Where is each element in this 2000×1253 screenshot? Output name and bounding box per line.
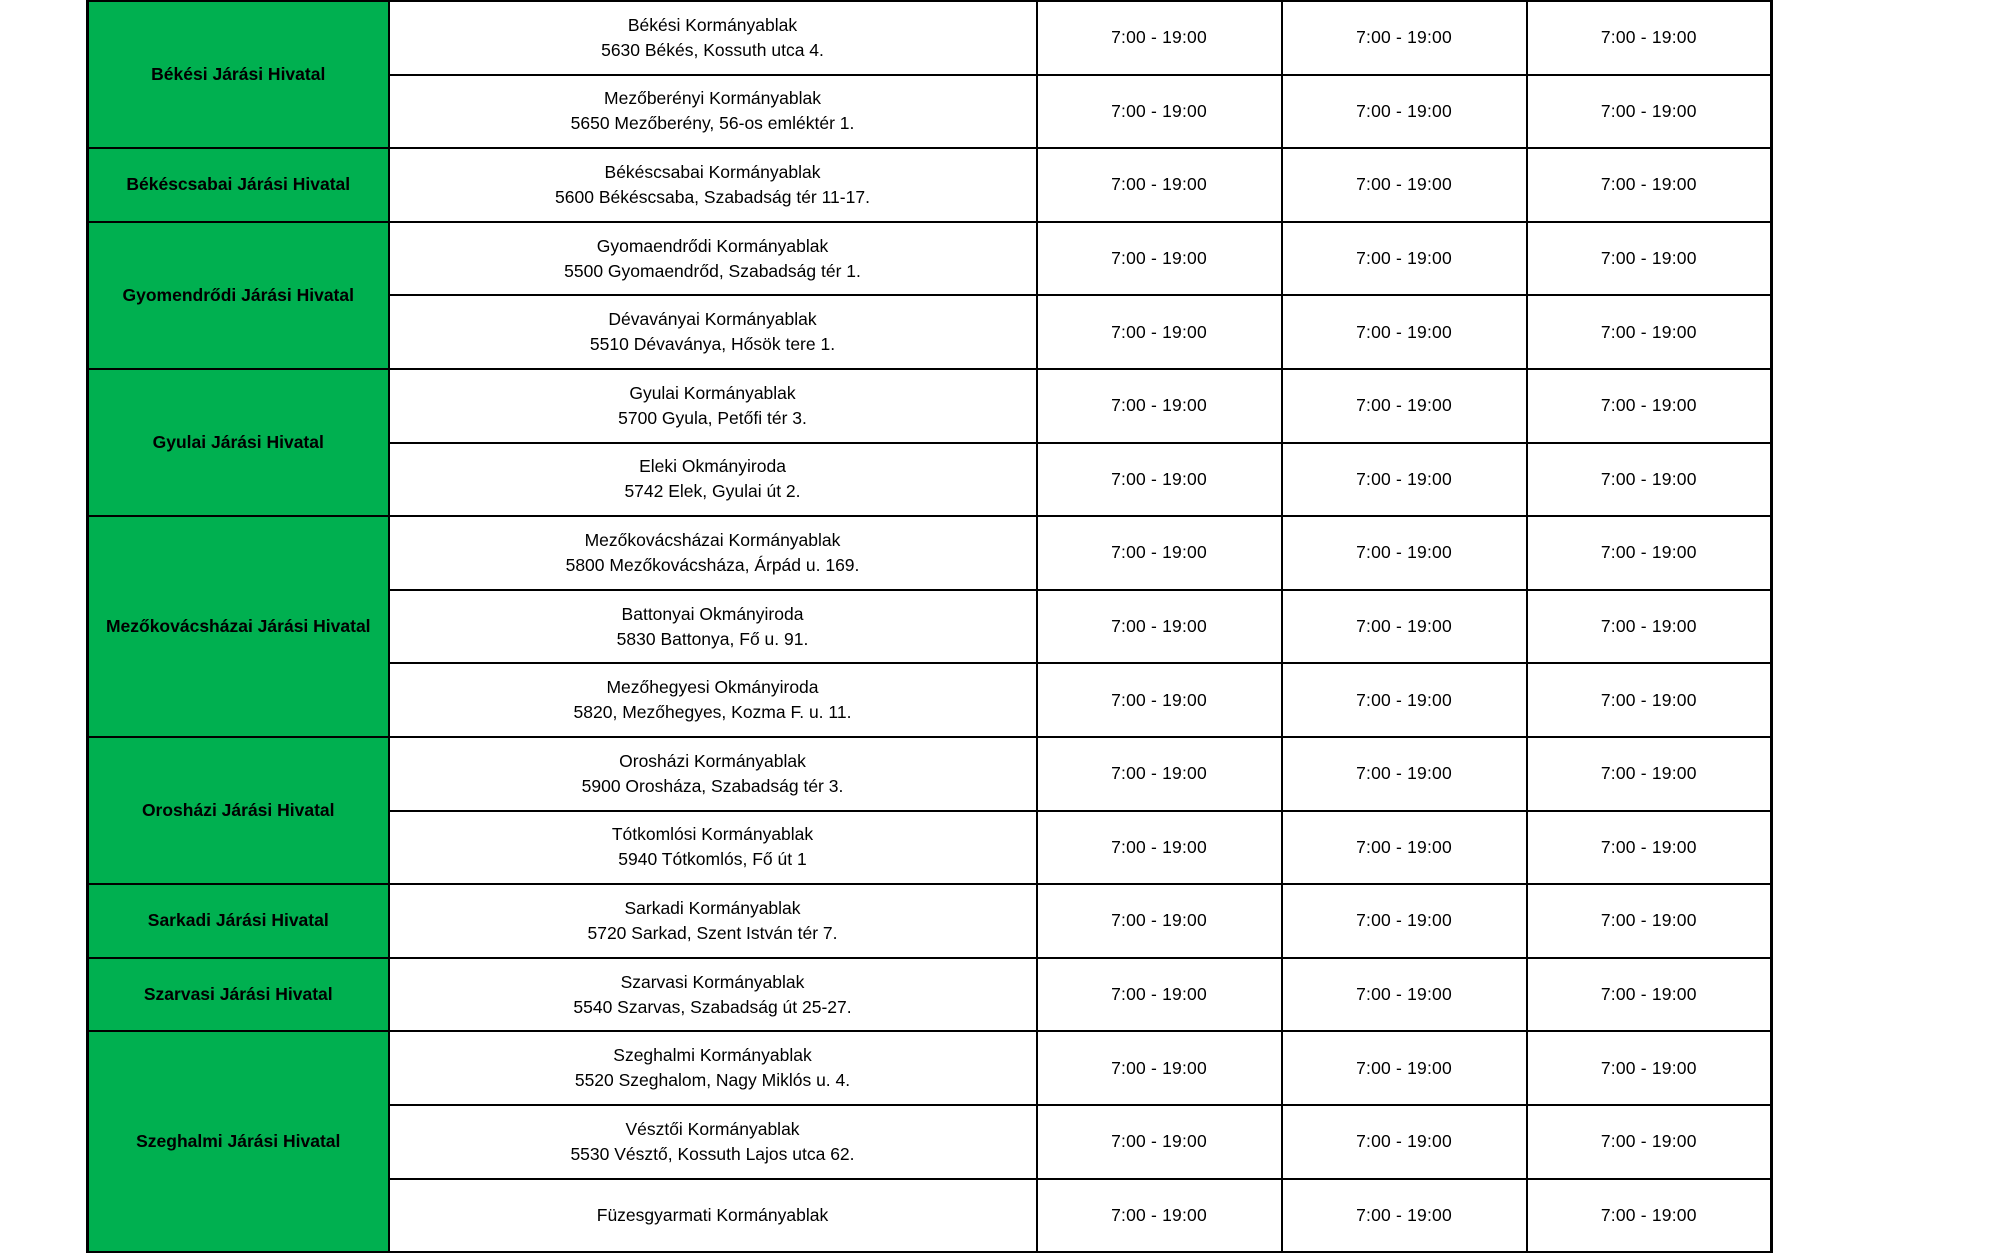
window-name: Gyulai Kormányablak <box>629 382 796 403</box>
government-window-cell <box>389 958 1037 1032</box>
government-window-cell <box>389 222 1037 296</box>
window-name: Szarvasi Kormányablak <box>620 971 805 992</box>
opening-hours-cell: 7:00 - 19:00 <box>1527 148 1772 222</box>
opening-hours-cell: 7:00 - 19:00 <box>1282 516 1527 590</box>
window-name: Battonyai Okmányiroda <box>621 603 804 624</box>
window-address: 5630 Békés, Kossuth utca 4. <box>601 39 824 60</box>
table-row <box>88 369 1772 443</box>
window-name: Szeghalmi Kormányablak <box>613 1045 812 1066</box>
opening-hours-cell: 7:00 - 19:00 <box>1037 443 1282 517</box>
opening-hours-cell: 7:00 - 19:00 <box>1527 516 1772 590</box>
district-office-cell: Gyulai Járási Hivatal <box>88 369 389 516</box>
opening-hours-cell: 7:00 - 19:00 <box>1037 295 1282 369</box>
table-row <box>88 1031 1772 1105</box>
opening-hours-cell: 7:00 - 19:00 <box>1037 958 1282 1032</box>
district-office-cell: Békéscsabai Járási Hivatal <box>88 148 389 222</box>
government-window-cell <box>389 295 1037 369</box>
opening-hours-cell: 7:00 - 19:00 <box>1282 590 1527 664</box>
opening-hours-cell: 7:00 - 19:00 <box>1282 811 1527 885</box>
government-window-cell <box>389 1031 1037 1105</box>
table-row <box>88 222 1772 296</box>
district-office-cell: Gyomendrődi Járási Hivatal <box>88 222 389 369</box>
window-address: 5830 Battonya, Fő u. 91. <box>616 628 809 649</box>
opening-hours-cell: 7:00 - 19:00 <box>1037 737 1282 811</box>
opening-hours-cell: 7:00 - 19:00 <box>1282 884 1527 958</box>
opening-hours-cell: 7:00 - 19:00 <box>1282 443 1527 517</box>
opening-hours-cell: 7:00 - 19:00 <box>1037 1 1282 75</box>
opening-hours-cell: 7:00 - 19:00 <box>1527 222 1772 296</box>
opening-hours-cell: 7:00 - 19:00 <box>1282 75 1527 149</box>
table-row <box>88 1 1772 75</box>
window-address: 5530 Vésztő, Kossuth Lajos utca 62. <box>570 1143 855 1164</box>
table-row <box>88 148 1772 222</box>
opening-hours-cell: 7:00 - 19:00 <box>1527 811 1772 885</box>
opening-hours-cell: 7:00 - 19:00 <box>1282 295 1527 369</box>
window-address: 5900 Orosháza, Szabadság tér 3. <box>581 775 844 796</box>
table-row <box>88 516 1772 590</box>
opening-hours-cell: 7:00 - 19:00 <box>1527 884 1772 958</box>
window-address: 5742 Elek, Gyulai út 2. <box>624 481 801 502</box>
window-name: Orosházi Kormányablak <box>619 750 806 771</box>
opening-hours-cell: 7:00 - 19:00 <box>1282 958 1527 1032</box>
government-window-cell <box>389 516 1037 590</box>
opening-hours-cell: 7:00 - 19:00 <box>1527 1179 1772 1253</box>
opening-hours-cell: 7:00 - 19:00 <box>1037 516 1282 590</box>
window-address: 5650 Mezőberény, 56-os emléktér 1. <box>570 113 855 134</box>
opening-hours-cell: 7:00 - 19:00 <box>1527 369 1772 443</box>
window-address: 5540 Szarvas, Szabadság út 25-27. <box>573 996 852 1017</box>
government-window-cell <box>389 1 1037 75</box>
opening-hours-cell: 7:00 - 19:00 <box>1037 1105 1282 1179</box>
opening-hours-cell: 7:00 - 19:00 <box>1527 295 1772 369</box>
window-address: 5510 Dévaványa, Hősök tere 1. <box>589 334 836 355</box>
window-name: Mezőkovácsházai Kormányablak <box>584 529 841 550</box>
opening-hours-cell: 7:00 - 19:00 <box>1037 811 1282 885</box>
opening-hours-cell: 7:00 - 19:00 <box>1527 1031 1772 1105</box>
district-office-cell: Sarkadi Járási Hivatal <box>88 884 389 958</box>
window-name: Békéscsabai Kormányablak <box>604 161 821 182</box>
opening-hours-cell: 7:00 - 19:00 <box>1527 75 1772 149</box>
table-row <box>88 884 1772 958</box>
opening-hours-cell: 7:00 - 19:00 <box>1282 1 1527 75</box>
window-address: 5720 Sarkad, Szent István tér 7. <box>587 922 838 943</box>
table-row <box>88 958 1772 1032</box>
government-window-cell <box>389 590 1037 664</box>
opening-hours-cell: 7:00 - 19:00 <box>1282 148 1527 222</box>
office-hours-table-body <box>88 1 1772 1252</box>
government-window-cell <box>389 811 1037 885</box>
window-address: 5520 Szeghalom, Nagy Miklós u. 4. <box>574 1070 851 1091</box>
district-office-cell: Orosházi Járási Hivatal <box>88 737 389 884</box>
opening-hours-cell: 7:00 - 19:00 <box>1282 1105 1527 1179</box>
district-office-cell: Szeghalmi Járási Hivatal <box>88 1031 389 1252</box>
government-window-cell <box>389 148 1037 222</box>
opening-hours-cell: 7:00 - 19:00 <box>1527 737 1772 811</box>
opening-hours-cell: 7:00 - 19:00 <box>1282 222 1527 296</box>
office-hours-table <box>86 0 1773 1253</box>
window-name: Tótkomlósi Kormányablak <box>611 824 814 845</box>
government-window-cell <box>389 369 1037 443</box>
opening-hours-cell: 7:00 - 19:00 <box>1527 590 1772 664</box>
district-office-cell: Mezőkovácsházai Járási Hivatal <box>88 516 389 737</box>
government-window-cell <box>389 1179 1037 1253</box>
opening-hours-cell: 7:00 - 19:00 <box>1037 75 1282 149</box>
opening-hours-cell: 7:00 - 19:00 <box>1037 590 1282 664</box>
opening-hours-cell: 7:00 - 19:00 <box>1037 884 1282 958</box>
window-name: Füzesgyarmati Kormányablak <box>596 1204 829 1225</box>
window-name: Sarkadi Kormányablak <box>624 897 801 918</box>
opening-hours-cell: 7:00 - 19:00 <box>1282 663 1527 737</box>
opening-hours-cell: 7:00 - 19:00 <box>1282 1179 1527 1253</box>
district-office-cell: Békési Járási Hivatal <box>88 1 389 148</box>
window-name: Mezőhegyesi Okmányiroda <box>606 677 819 698</box>
opening-hours-cell: 7:00 - 19:00 <box>1282 737 1527 811</box>
government-window-cell <box>389 884 1037 958</box>
opening-hours-cell: 7:00 - 19:00 <box>1527 663 1772 737</box>
government-window-cell <box>389 75 1037 149</box>
window-name: Eleki Okmányiroda <box>639 456 786 477</box>
opening-hours-cell: 7:00 - 19:00 <box>1527 958 1772 1032</box>
window-address: 5700 Gyula, Petőfi tér 3. <box>618 407 807 428</box>
opening-hours-cell: 7:00 - 19:00 <box>1527 443 1772 517</box>
opening-hours-cell: 7:00 - 19:00 <box>1037 369 1282 443</box>
window-address: 5500 Gyomaendrőd, Szabadság tér 1. <box>564 260 861 281</box>
government-window-cell <box>389 1105 1037 1179</box>
window-name: Vésztői Kormányablak <box>625 1118 800 1139</box>
opening-hours-cell: 7:00 - 19:00 <box>1282 1031 1527 1105</box>
opening-hours-cell: 7:00 - 19:00 <box>1037 663 1282 737</box>
opening-hours-cell: 7:00 - 19:00 <box>1037 1031 1282 1105</box>
window-name: Békési Kormányablak <box>627 14 798 35</box>
opening-hours-cell: 7:00 - 19:00 <box>1527 1 1772 75</box>
window-name: Dévaványai Kormányablak <box>608 309 817 330</box>
window-address: 5820, Mezőhegyes, Kozma F. u. 11. <box>573 702 852 723</box>
opening-hours-cell: 7:00 - 19:00 <box>1037 148 1282 222</box>
opening-hours-cell: 7:00 - 19:00 <box>1037 1179 1282 1253</box>
window-name: Gyomaendrődi Kormányablak <box>596 235 829 256</box>
window-address: 5600 Békéscsaba, Szabadság tér 11-17. <box>555 186 870 207</box>
government-window-cell <box>389 737 1037 811</box>
table-row <box>88 737 1772 811</box>
district-office-cell: Szarvasi Járási Hivatal <box>88 958 389 1032</box>
opening-hours-cell: 7:00 - 19:00 <box>1037 222 1282 296</box>
government-window-cell <box>389 443 1037 517</box>
window-address: 5940 Tótkomlós, Fő út 1 <box>618 849 807 870</box>
window-address: 5800 Mezőkovácsháza, Árpád u. 169. <box>565 554 860 575</box>
opening-hours-cell: 7:00 - 19:00 <box>1282 369 1527 443</box>
window-name: Mezőberényi Kormányablak <box>604 88 821 109</box>
government-window-cell <box>389 663 1037 737</box>
opening-hours-cell: 7:00 - 19:00 <box>1527 1105 1772 1179</box>
